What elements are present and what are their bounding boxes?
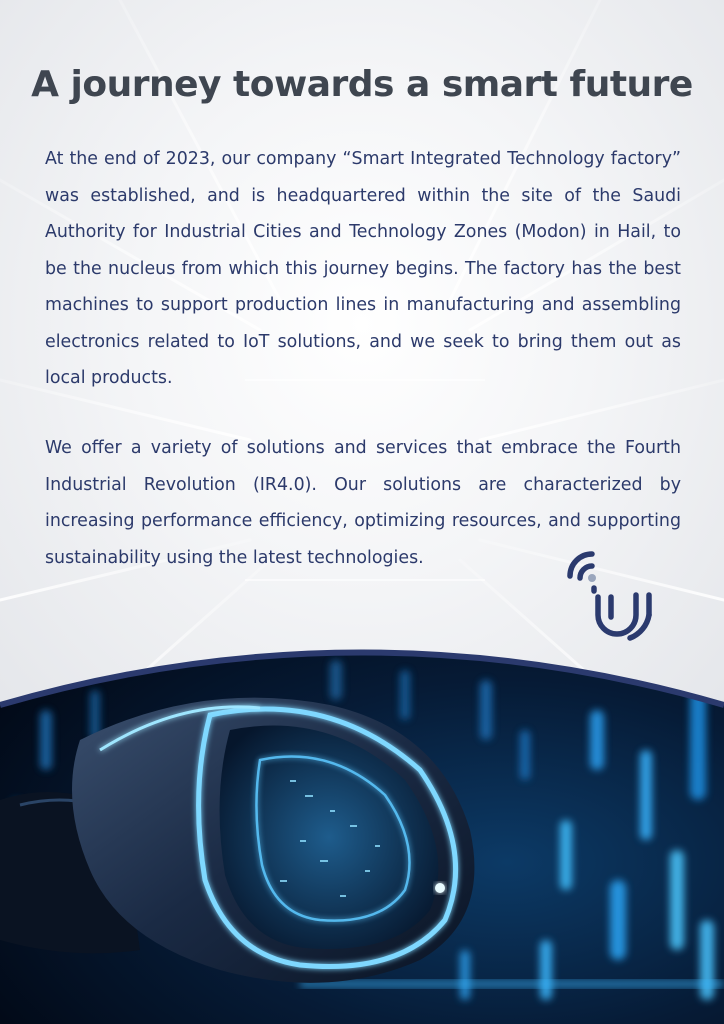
solutions-paragraph: We offer a variety of solutions and services that embrace the Fourth Industrial Revolution (IR4.0). Our solutions are characterized by increasing performance efficiency, optimizing resources, and supporting sustainability using the latest technologies. (45, 438, 681, 568)
page-title: A journey towards a smart future (31, 64, 693, 105)
intro-paragraph: At the end of 2023, our company “Smart Integrated Technology factory” was established, and is headquartered within the site of the Saudi Authority for Industrial Cities and Technology Zones (Modon) in Hail, to be the nucleus from which this journey begins. The factory has the best machines to support production lines in manufacturing and assembling electronics related to IoT solutions, and we seek to bring them out as local products. (45, 149, 681, 388)
vr-headset-image (0, 620, 724, 1024)
